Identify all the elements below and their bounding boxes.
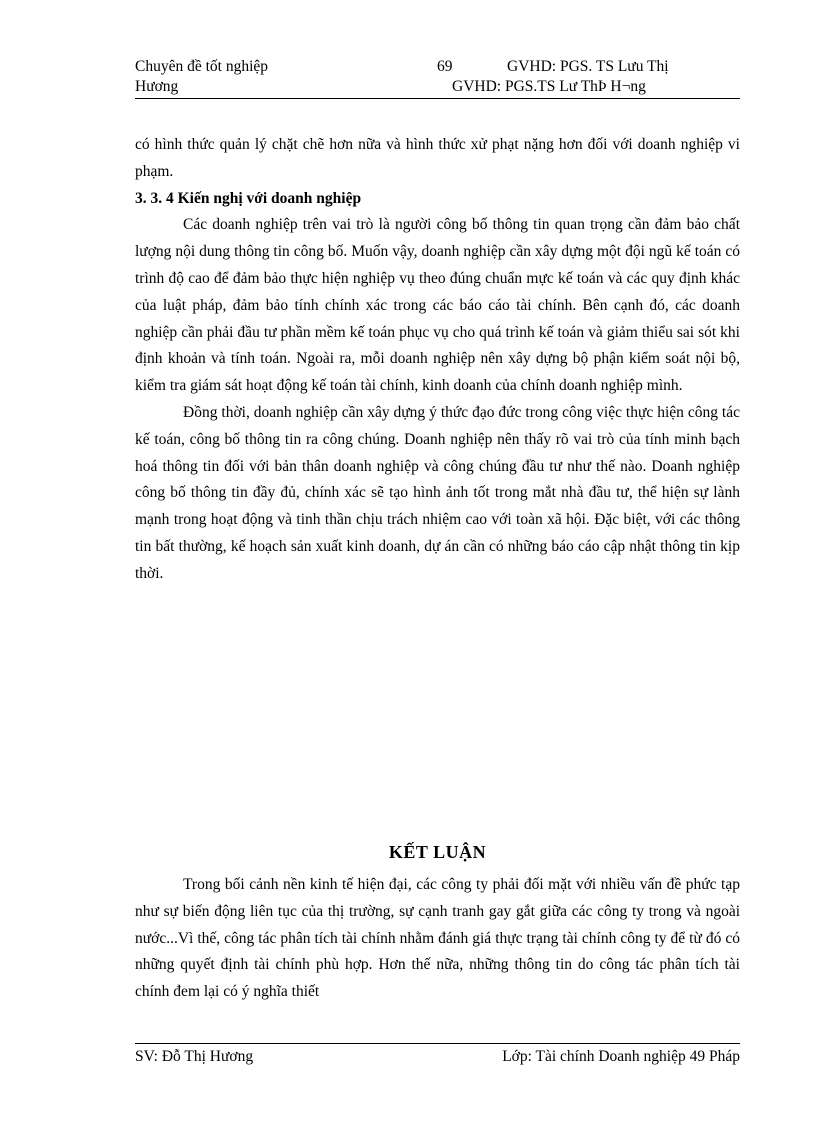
main-body [135,132,740,588]
footer-student: SV: Đỗ Thị Hương [135,1048,254,1065]
conclusion-body [135,872,740,1006]
paragraph-2: Đồng thời, doanh nghiệp cần xây dựng ý thức đạo đức trong công việc thực hiện công tác kế toán, công bố thông tin ra công chúng. Doanh nghiệp nên thấy rõ vai trò của tính minh bạch hoá thông tin đối với bản thân doanh nghiệp và công chúng đầu tư như thế nào. Doanh nghiệp công bố thông tin đầy đủ, chính xác sẽ tạo hình ảnh tốt trong mắt nhà đầu tư, thể hiện sự lành mạnh trong hoạt động và tinh thần chịu trách nhiệm cao với toàn xã hội. Đặc biệt, với các thông tin bất thường, kế hoạch sản xuất kinh doanh, dự án cần có những báo cáo cập nhật thông tin kịp thời. [135,403,740,582]
conclusion-paragraph: Trong bối cảnh nền kinh tế hiện đại, các công ty phải đối mặt với nhiều vấn đề phức tạp như sự biến động liên tục của thị trường, sự cạnh tranh gay gắt giữa các công ty trong và ngoài nước...Vì thế, công tác phân tích tài chính nhằm đánh giá thực trạng tài chính công ty để từ đó có những quyết định tài chính phù hợp. Hơn thế nữa, những thông tin do công tác phân tích tài chính đem lại có ý nghĩa thiết [135,876,740,1001]
paragraph-1: Các doanh nghiệp trên vai trò là người công bố thông tin quan trọng cần đảm bảo chất lượng nội dung thông tin công bố. Muốn vậy, doanh nghiệp cần xây dựng một đội ngũ kế toán có trình độ cao để đảm bảo thực hiện nghiệp vụ theo đúng chuẩn mực kế toán và các quy định khác của luật pháp, đảm bảo tính chính xác trong các báo cáo tài chính. Bên cạnh đó, các doanh nghiệp cần phải đầu tư phần mềm kế toán phục vụ cho quá trình kế toán và giảm thiểu sai sót khi định khoản và tính toán. Ngoài ra, mỗi doanh nghiệp nên xây dựng bộ phận kiểm soát nội bộ, kiểm tra giám sát hoạt động kế toán tài chính, kinh doanh của chính doanh nghiệp mình. [135,216,740,395]
section-heading: 3. 3. 4 Kiến nghị với doanh nghiệp [135,189,362,207]
paragraph-continuation: có hình thức quản lý chặt chẽ hơn nữa và hình thức xử phạt nặng hơn đối với doanh nghiệp vi phạm. [135,136,740,180]
header-student-name-fragment: Hương [135,78,179,95]
header-advisor-line1: GVHD: PGS. TS Lưu Thị [507,58,669,75]
header-page-number: 69 [437,58,453,75]
conclusion-title: KẾT LUẬN [388,842,487,862]
page-header [135,58,740,99]
header-advisor-line2: GVHD: PGS.TS Lư ThÞ H¬ng [452,78,646,95]
page-footer [135,1043,740,1072]
footer-class: Lớp: Tài chính Doanh nghiệp 49 Pháp [502,1048,740,1065]
header-subject: Chuyên đề tốt nghiệp [135,58,269,75]
